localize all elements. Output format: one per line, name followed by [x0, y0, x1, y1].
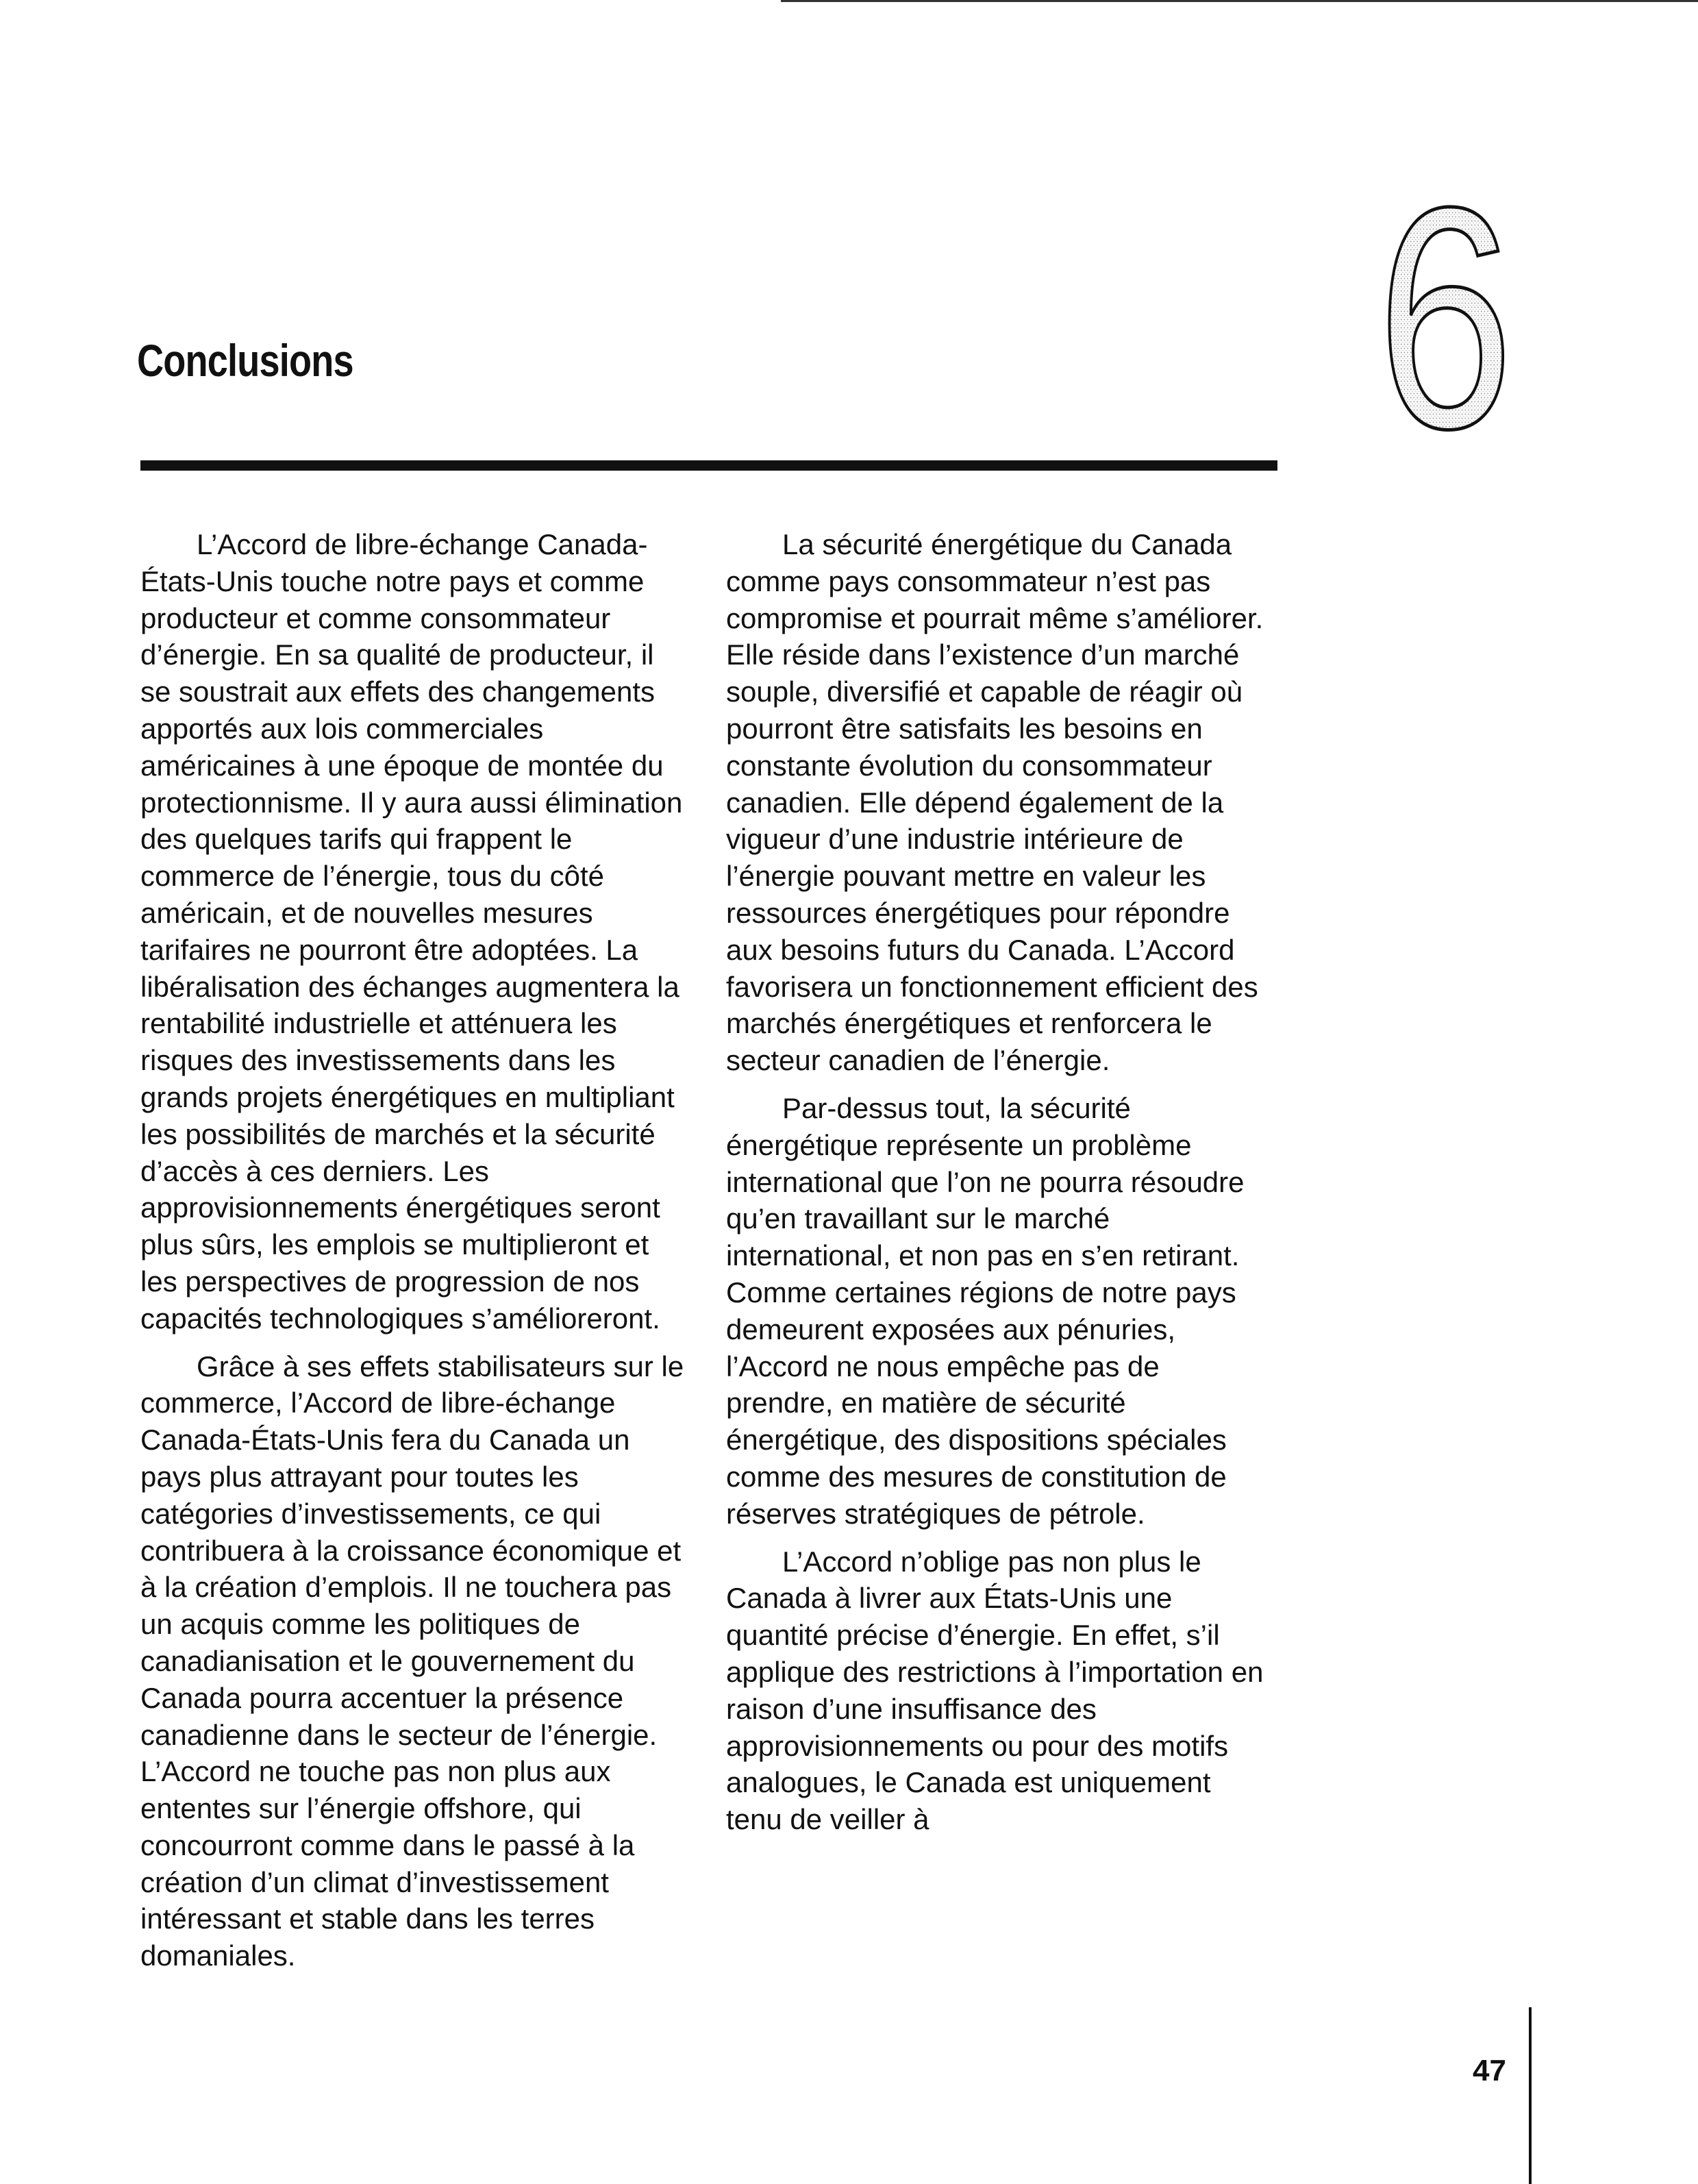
margin-rule: [1529, 2007, 1532, 2184]
right-column: [726, 526, 1274, 1849]
title-divider: [140, 460, 1277, 471]
top-edge-rule: [781, 0, 1698, 2]
paragraph: La sécurité énergétique du Canada comme pays consommateur n’est pas compromise et pourrait même s’améliorer. Elle réside dans l’existence d’un marché souple, diversifié et capable de réagir où pourront être satisfaits les besoins en constante évolution du consommateur canadien. Elle dépend également de la vigueur d’une industrie intérieure de l’énergie pouvant mettre en valeur les ressources énergétiques pour répondre aux besoins futurs du Canada. L’Accord favorisera un fonctionnement efficient des marchés énergétiques et renforcera le secteur canadien de l’énergie.: [726, 528, 1264, 1077]
paragraph: L’Accord de libre-échange Canada-États-Unis touche notre pays et comme producteur et comme consommateur d’énergie. En sa qualité de producteur, il se soustrait aux effets des changements apportés aux lois commerciales américaines à une époque de montée du protectionnisme. Il y aura aussi élimination des quelques tarifs qui frappent le commerce de l’énergie, tous du côté américain, et de nouvelles mesures tarifaires ne pourront être adoptées. La libéralisation des échanges augmentera la rentabilité industrielle et atténuera les risques des investissements dans les grands projets énergétiques en multipliant les possibilités de marchés et la sécurité d’accès à ces derniers. Les approvisionnements énergétiques seront plus sûrs, les emplois se multiplieront et les perspectives de progression de nos capacités technologiques s’amélioreront.: [140, 528, 683, 1335]
chapter-number-text: 6: [1377, 175, 1514, 449]
chapter-title: Conclusions: [137, 335, 353, 386]
paragraph: L’Accord n’oblige pas non plus le Canada à livrer aux États-Unis une quantité précise d’énergie. En effet, s’il applique des restrictions à l’importation en raison d’une insuffisance des approvisionnements ou pour des motifs analogues, le Canada est uniquement tenu de veiller à: [726, 1545, 1264, 1836]
paragraph: Grâce à ses effets stabilisateurs sur le commerce, l’Accord de libre-échange Canada-États-Unis fera du Canada un pays plus attrayant pour toutes les catégories d’investissements, ce qui contribuera à la croissance économique et à la création d’emplois. Il ne touchera pas un acquis comme les politiques de canadianisation et le gouvernement du Canada pourra accentuer la présence canadienne dans le secteur de l’énergie. L’Accord ne touche pas non plus aux ententes sur l’énergie offshore, qui concourront comme dans le passé à la création d’un climat d’investissement intéressant et stable dans les terres domaniales.: [140, 1350, 684, 1972]
page-number: 47: [1473, 2054, 1506, 2087]
paragraph: Par-dessus tout, la sécurité énergétique représente un problème international que l’on ne pourra résoudre qu’en travaillant sur le marché international, et non pas en s’en retirant. Comme certaines régions de notre pays demeurent exposées aux pénuries, l’Accord ne nous empêche pas de prendre, en matière de sécurité énergétique, des dispositions spéciales comme des mesures de constitution de réserves stratégiques de pétrole.: [726, 1091, 1245, 1530]
chapter-number-6: [1363, 175, 1527, 449]
left-column: [140, 526, 688, 1985]
